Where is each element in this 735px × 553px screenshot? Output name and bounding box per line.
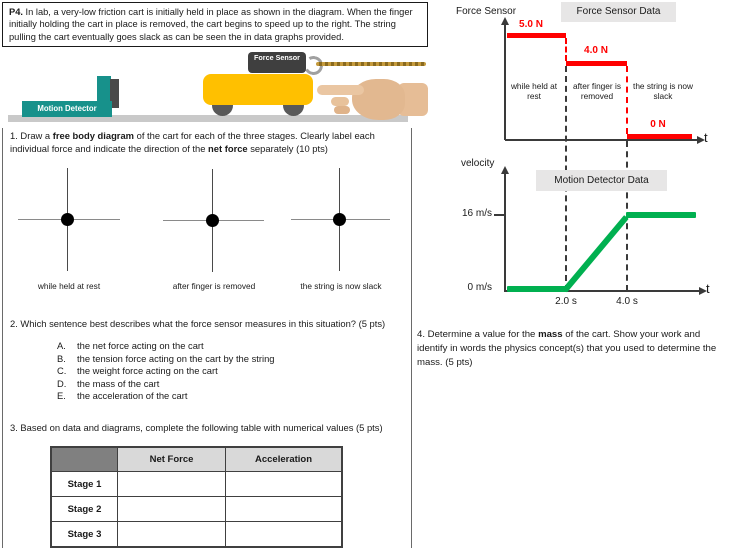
force-segment-0N	[627, 134, 692, 139]
answer-cell	[118, 522, 226, 548]
velocity-graph-y-label: velocity	[461, 158, 495, 169]
velocity-tick-label-16: 16 m/s	[461, 208, 492, 219]
force-segment-4N	[566, 61, 627, 66]
table-header-net-force: Net Force	[118, 447, 226, 472]
velocity-x-tick-4s: 4.0 s	[616, 296, 638, 307]
answer-cell	[226, 522, 343, 548]
motion-detector-label: Motion Detector	[37, 104, 97, 113]
answer-cell	[118, 472, 226, 497]
problem-label: P4.	[9, 7, 23, 17]
problem-statement-box	[2, 2, 428, 47]
motion-detector-post	[97, 76, 111, 103]
table-row	[51, 497, 342, 522]
force-label-0N: 0 N	[650, 119, 666, 130]
force-label-5N: 5.0 N	[519, 19, 543, 30]
force-label-4N: 4.0 N	[584, 45, 608, 56]
velocity-segment-ramp	[562, 215, 628, 292]
stage-2-label: Stage 2	[51, 497, 118, 522]
hand-curled-finger	[331, 97, 349, 106]
force-x-axis-label: t	[704, 130, 708, 145]
option-b: B. the tension force acting on the cart by the string	[57, 352, 275, 364]
force-stage-label-2: after finger is removed	[573, 81, 621, 102]
force-stage-label-1: while held at rest	[510, 81, 558, 102]
option-e: E. the acceleration of the cart	[57, 390, 188, 402]
velocity-segment-constant	[626, 212, 696, 218]
fbd-dot	[61, 213, 74, 226]
velocity-x-axis-label: t	[706, 281, 710, 296]
fbd-label-stage3: the string is now slack	[300, 281, 382, 291]
fbd-dot	[206, 214, 219, 227]
table-header-acceleration: Acceleration	[226, 447, 343, 472]
force-sensor-device-label: Force Sensor	[254, 53, 300, 62]
table-corner-cell	[51, 447, 118, 472]
force-sensor-device	[248, 52, 306, 73]
force-stage-label-3: the string is now slack	[633, 81, 693, 102]
answer-cell	[226, 497, 343, 522]
table-row	[51, 472, 342, 497]
question-2-text: 2. Which sentence best describes what the force sensor measures in this situation? (5 pts)	[10, 318, 386, 329]
answer-cell	[118, 497, 226, 522]
table-header-row	[51, 447, 342, 472]
answer-cell	[226, 472, 343, 497]
question-3-text: 3. Based on data and diagrams, complete the following table with numerical values (5 pts)	[10, 422, 383, 433]
velocity-tick-label-0: 0 m/s	[467, 282, 492, 293]
cart	[203, 74, 313, 105]
velocity-segment-rest	[507, 286, 567, 292]
velocity-tick-16	[494, 214, 506, 216]
table-row	[51, 522, 342, 548]
force-drop-dashed-1	[565, 38, 567, 61]
question-2-options	[57, 340, 397, 403]
option-a: A. the net force acting on the cart	[57, 340, 204, 351]
velocity-y-axis	[504, 173, 506, 292]
problem-text: In lab, a very-low friction cart is initially held in place as shown in the diagram. When the finger initially holding the cart in place is removed, the cart begins to speed up to the right. The string pulling the cart eventually goes slack as can be seen the in data graphs provided.	[9, 7, 413, 42]
velocity-graph-title: Motion Detector Data	[536, 170, 667, 191]
fbd-label-stage2: after finger is removed	[172, 281, 256, 291]
force-x-axis	[505, 139, 698, 141]
force-graph-title: Force Sensor Data	[561, 2, 676, 22]
stage-1-label: Stage 1	[51, 472, 118, 497]
string	[316, 62, 426, 66]
motion-detector	[22, 101, 112, 117]
velocity-x-tick-2s: 2.0 s	[555, 296, 577, 307]
fbd-label-stage1: while held at rest	[37, 281, 101, 291]
hand-curled-finger	[334, 106, 350, 114]
column-divider	[411, 128, 412, 548]
stage-3-label: Stage 3	[51, 522, 118, 548]
left-column-border	[2, 128, 3, 548]
question-4-text: 4. Determine a value for the mass of the cart. Show your work and identify in words the physics concept(s) that you used to determine the mass. (5 pts)	[417, 329, 717, 368]
fbd-dot	[333, 213, 346, 226]
force-graph-y-label: Force Sensor	[456, 6, 517, 17]
question-1-text: 1. Draw a free body diagram of the cart for each of the three stages. Clearly label each individual force and indicate the direction of the net force separately (10 pts)	[10, 130, 375, 154]
force-segment-5N	[507, 33, 566, 38]
option-c: C. the weight force acting on the cart	[57, 365, 218, 377]
stage-table	[50, 446, 343, 548]
option-d: D. the mass of the cart	[57, 377, 160, 389]
force-drop-dashed-2	[626, 66, 628, 134]
hand-image	[317, 85, 364, 95]
